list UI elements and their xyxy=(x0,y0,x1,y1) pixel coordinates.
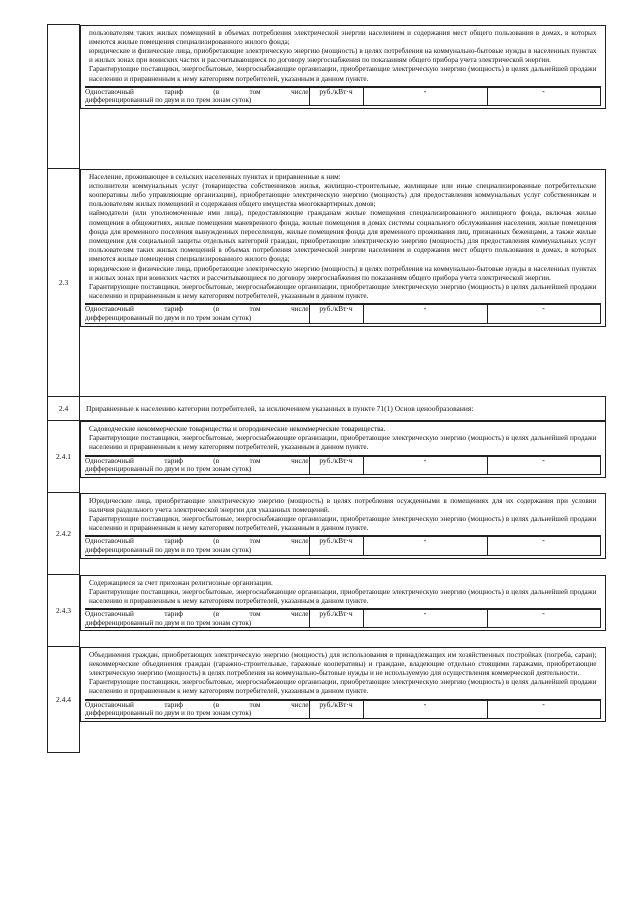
row-number: 2.4 xyxy=(48,397,80,421)
tariff-label xyxy=(85,610,309,628)
table-row xyxy=(48,397,606,421)
row-description xyxy=(86,404,599,413)
paragraph: Гарантирующие поставщики, энергосбытовые, энергоснабжающие организации, приобретающие электрическую энергию (мощность) в целях дальнейшей продажи населению и приравненным к нему категориям потребителей, указанным в данном пункте. xyxy=(89,65,597,83)
tariff-label-line-2: дифференцированный по двум и по трем зонам суток) xyxy=(85,545,252,554)
tariff-label-line-2: дифференцированный по двум и по трем зонам суток) xyxy=(85,618,252,627)
tariff-label-line-1: Одноставочный тариф (в том числе xyxy=(85,456,309,465)
tariff-value-1: - xyxy=(363,456,487,474)
row-number: 2.4.2 xyxy=(48,493,80,575)
row-number: 2.4.4 xyxy=(48,647,80,753)
table-row xyxy=(48,25,606,169)
row-number: 2.4.1 xyxy=(48,421,80,493)
paragraph: Гарантирующие поставщики, энергосбытовые, энергоснабжающие организации, приобретающие электрическую энергию (мощность) в целях дальнейшей продажи населению и приравненным к нему категориям потребителей, указанным в данном пункте. xyxy=(89,282,597,301)
row-text: Приравненные к населению категории потребителей, за исключением указанных в пункте 71(1) Основ ценообразования: xyxy=(86,403,474,413)
tariff-label-line-2: дифференцированный по двум и по трем зонам суток) xyxy=(85,709,252,718)
paragraph: Гарантирующие поставщики, энергосбытовые, энергоснабжающие организации, приобретающие электрическую энергию (мощность) в целях дальнейшей продажи населению и приравненным к нему категориям потребителей, указанным в данном пункте. xyxy=(89,587,597,605)
tariff-value-1: - xyxy=(363,610,487,628)
tariff-wrapper xyxy=(85,699,601,719)
tariff-label xyxy=(85,700,309,718)
tariff-value-2: - xyxy=(487,87,600,105)
table-row xyxy=(48,647,606,753)
tariff-value-2: - xyxy=(487,700,600,718)
row-content xyxy=(80,25,606,109)
tariff-unit: руб./кВт·ч xyxy=(309,700,363,718)
row-description xyxy=(85,27,601,86)
tariff-value-2: - xyxy=(487,305,600,323)
paragraph: Содержащиеся за счет прихожан религиозные организации. xyxy=(89,578,273,587)
tariff-wrapper xyxy=(85,86,601,106)
tariff-line xyxy=(85,304,601,323)
paragraph: Садоводческие некоммерческие товарищества и огороднические некоммерческие товарищества. xyxy=(89,425,386,433)
paragraph: юридические и физические лица, приобретающие электрическую энергию (мощность) в целях потребления на коммунально-бытовые нужды в населенных пунктах и жилых зонах при воинских частях и рассчитывающиеся по договору энергоснабжения по показаниям общего прибора учета электрической энергии. xyxy=(89,46,597,65)
tariff-line xyxy=(85,700,601,719)
tariff-wrapper xyxy=(85,535,601,555)
row-description xyxy=(85,495,601,536)
tariff-value-1: - xyxy=(363,305,487,323)
paragraph: пользователям таких жилых помещений в объемах потребления электрической энергии населением и содержания мест общего пользования в домах, в которых имеются жилые помещения специализированного жилого фонда; xyxy=(89,28,597,46)
table-row xyxy=(48,493,606,575)
tariff-value-1: - xyxy=(363,700,487,718)
row-description xyxy=(85,577,601,609)
row-description xyxy=(85,171,601,304)
paragraph: юридические и физические лица, приобретающие электрическую энергию (мощность) в целях потребления на коммунально-бытовые нужды в населенных пунктах и жилых зонах при воинских частях и рассчитывающиеся по договору энергоснабжения по показаниям общего прибора учета электрической энергии. xyxy=(89,264,597,282)
paragraph: Гарантирующие поставщики, энергосбытовые, энергоснабжающие организации, приобретающие электрическую энергию (мощность) в целях дальнейшей продажи населению и приравненным к нему категориям потребителей, указанным в данном пункте. xyxy=(89,514,597,533)
tariff-label-line-1: Одноставочный тариф (в том числе xyxy=(85,305,309,314)
row-content xyxy=(80,647,606,722)
tariff-wrapper xyxy=(85,608,601,628)
paragraph: Гарантирующие поставщики, энергосбытовые, энергоснабжающие организации, приобретающие электрическую энергию (мощность) в целях дальнейшей продажи населению и приравненным к нему категориям потребителей, указанным в данном пункте. xyxy=(89,434,597,452)
tariff-label-line-2: дифференцированный по двум и по трем зонам суток) xyxy=(85,313,252,322)
table-row xyxy=(48,421,606,493)
paragraph: Гарантирующие поставщики, энергосбытовые, энергоснабжающие организации, приобретающие электрическую энергию (мощность) в целях дальнейшей продажи населению и приравненным к нему категориям потребителей, указанным в данном пункте. xyxy=(89,678,597,696)
tariff-label-line-2: дифференцированный по двум и по трем зонам суток) xyxy=(85,96,252,105)
row-number: 2.3 xyxy=(48,169,80,397)
table-row xyxy=(48,169,606,397)
paragraph: Объединения граждан, приобретающих электрическую энергию (мощность) для использования в принадлежащих им хозяйственных постройках (погреба, сараи); некоммерческие объединения граждан (гаражно-строительные, гаражные кооперативы) и граждане, владеющие отдельно стоящими гаражами, приобретающие электрическую энергию (мощность) в целях потребления на коммунально-бытовые нужды и не используемую для осуществления коммерческой деятельности. xyxy=(89,650,597,677)
paragraph: Население, проживающее в сельских населенных пунктах и приравненные к ним: xyxy=(89,172,341,181)
tariff-label-line-1: Одноставочный тариф (в том числе xyxy=(85,537,309,546)
tariff-wrapper xyxy=(85,455,601,475)
tariff-table-body xyxy=(48,25,606,753)
tariff-label-line-1: Одноставочный тариф (в том числе xyxy=(85,610,309,619)
tariff-wrapper xyxy=(85,303,601,323)
row-description xyxy=(85,423,601,455)
tariff-unit: руб./кВт·ч xyxy=(309,305,363,323)
table-row xyxy=(48,575,606,647)
tariff-table xyxy=(47,24,606,753)
tariff-value-2: - xyxy=(487,537,600,555)
tariff-label-line-1: Одноставочный тариф (в том числе xyxy=(85,87,309,96)
paragraph: наймодатели (или уполномоченные ими лица), предоставляющие гражданам жилые помещения специализированного жилищного фонда, включая жилые помещения в общежитиях, жилые помещения маневренного фонда, жилые помещения в домах системы социального обслуживания населения, жилые помещения фонда для временного поселения вынужденных переселенцев, жилые помещения фонда для временного проживания лиц, признанных беженцами, а также жилые помещения для социальной защиты отдельных категорий граждан, приобретающие электрическую энергию (мощность) для предоставления коммунальных услуг пользователям таких жилых помещений в объемах потребления электрической энергии населением и содержания мест общего пользования в домах, в которых имеются жилые помещения специализированного жилого фонда; xyxy=(89,209,597,264)
tariff-label xyxy=(85,537,309,555)
tariff-line xyxy=(85,536,601,555)
tariff-value-1: - xyxy=(363,537,487,555)
tariff-label xyxy=(85,305,309,323)
tariff-unit: руб./кВт·ч xyxy=(309,537,363,555)
tariff-label-line-2: дифференцированный по двум и по трем зонам суток) xyxy=(85,465,252,474)
row-content xyxy=(80,493,606,559)
tariff-line xyxy=(85,87,601,106)
row-number: 2.4.3 xyxy=(48,575,80,647)
tariff-line xyxy=(85,456,601,475)
tariff-label-line-1: Одноставочный тариф (в том числе xyxy=(85,700,309,709)
row-content xyxy=(80,421,606,478)
tariff-value-1: - xyxy=(363,87,487,105)
row-content xyxy=(80,397,606,421)
tariff-unit: руб./кВт·ч xyxy=(309,456,363,474)
row-description xyxy=(85,649,601,699)
paragraph: исполнители коммунальных услуг (товарищества собственников жилья, жилищно-строительные, жилищные или иные специализированные потребительские кооперативы либо управляющие организации), приобретающие электрическую энергию (мощность) для предоставления коммунальных услуг собственникам и пользователям жилых помещений и содержания общего имущества многоквартирных домов; xyxy=(89,181,597,209)
tariff-value-2: - xyxy=(487,456,600,474)
row-content xyxy=(80,575,606,632)
tariff-label xyxy=(85,456,309,474)
row-content xyxy=(80,169,606,327)
tariff-value-2: - xyxy=(487,610,600,628)
tariff-unit: руб./кВт·ч xyxy=(309,87,363,105)
tariff-line xyxy=(85,609,601,628)
paragraph: Юридические лица, приобретающие электрическую энергию (мощность) в целях потребления осужденными в помещениях для их содержания при условии наличия раздельного учета электрической энергии для указанных помещений. xyxy=(89,496,597,514)
tariff-label xyxy=(85,87,309,105)
tariff-unit: руб./кВт·ч xyxy=(309,610,363,628)
row-number xyxy=(48,25,80,169)
